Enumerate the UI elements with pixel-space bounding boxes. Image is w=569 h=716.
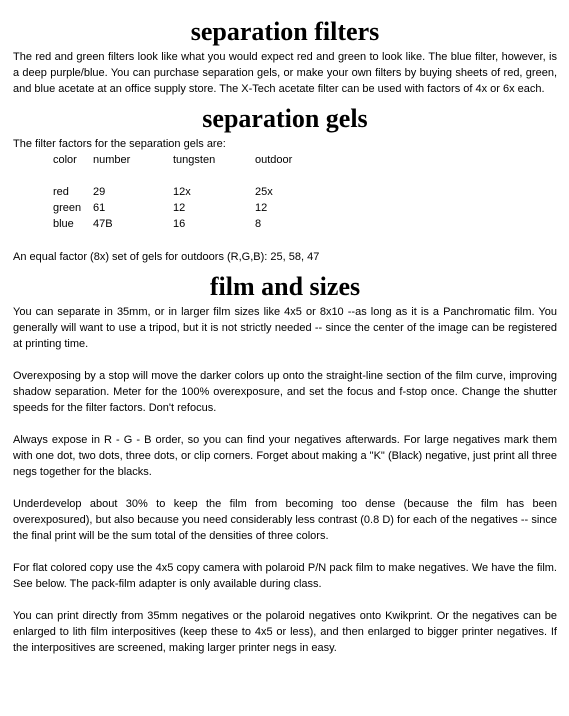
paragraph-film-2: Overexposing by a stop will move the darker colors up onto the straight-line section of the film curve, improving shadow separation. Meter for the 100% overexposure, and set the focus and f-stop once. Change the shutter speeds for the filter factors. Don't refocus. — [13, 370, 557, 414]
heading-separation-gels: separation gels — [202, 104, 368, 133]
paragraph-filters: The red and green filters look like what you would expect red and green to look like. The blue filter, however, is a deep purple/blue. You can purchase separation gels, or make your own filters by buying sheets of red, green, and blue acetate at an office supply store. The X-Tech acetate filter can be used with factors of 4x or 6x each. — [13, 51, 557, 95]
equal-factor-note: An equal factor (8x) set of gels for outdoors (R,G,B): 25, 58, 47 — [13, 251, 320, 263]
table-cell: 12x — [173, 186, 191, 198]
gels-table — [53, 152, 335, 232]
paragraph-film-4: Underdevelop about 30% to keep the film from becoming too dense (because the film has been overexposured), but also because you need considerably less contrast (0.8 D) for each of the negatives -- since the final print will be the sum total of the densities of three colors. — [13, 498, 557, 542]
table-cell: 29 — [93, 186, 106, 198]
paragraph-film-3: Always expose in R - G - B order, so you can find your negatives afterwards. For large negatives mark them with one dot, two dots, three dots, or clip corners. Forget about making a "K" (Black) negative, just print all three negs together for the blacks. — [13, 434, 557, 478]
table-cell: 47B — [93, 218, 113, 230]
table-row — [53, 184, 335, 200]
heading-film-and-sizes: film and sizes — [209, 272, 361, 301]
table-cell: red — [53, 186, 69, 198]
col-header-tungsten: tungsten — [173, 154, 216, 166]
heading-separation-filters: separation filters — [190, 17, 380, 46]
table-cell: 12 — [173, 202, 186, 214]
table-cell: 16 — [173, 218, 186, 230]
table-row — [53, 216, 335, 232]
col-header-outdoor: outdoor — [255, 154, 293, 166]
table-cell: 8 — [255, 218, 262, 230]
col-header-number: number — [93, 154, 131, 166]
table-cell: blue — [53, 218, 74, 230]
paragraph-film-6: You can print directly from 35mm negatives or the polaroid negatives onto Kwikprint. Or the negatives can be enlarged to lith film interpositives (keep these to 4x5 or less), and then enlarged to bigger printer negatives. If the interpositives are screened, making larger printer negs in easy. — [13, 610, 557, 654]
film-paragraphs — [13, 304, 557, 656]
paragraph-film-5: For flat colored copy use the 4x5 copy camera with polaroid P/N pack film to make negatives. We have the film. See below. The pack-film adapter is only available during class. — [13, 562, 557, 590]
gels-table-header — [53, 152, 335, 168]
table-cell: green — [53, 202, 82, 214]
table-cell: 61 — [93, 202, 106, 214]
col-header-color: color — [53, 154, 77, 166]
table-row — [53, 200, 335, 216]
table-cell: 12 — [255, 202, 268, 214]
paragraph-film-1: You can separate in 35mm, or in larger film sizes like 4x5 or 8x10 --as long as it is a Panchromatic film. You generally will want to use a tripod, but it is not strictly needed -- since the center of the image can be registered at printing time. — [13, 306, 557, 350]
gels-table-spacer — [53, 168, 335, 184]
gels-intro: The filter factors for the separation gels are: — [13, 138, 226, 150]
table-cell: 25x — [255, 186, 273, 198]
